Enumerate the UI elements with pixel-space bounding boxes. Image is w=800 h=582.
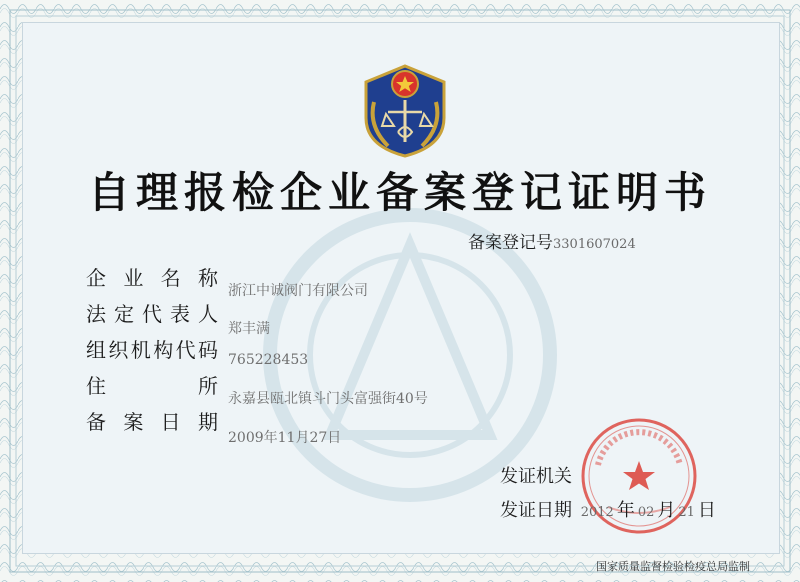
footer-supervisor: 国家质量监督检验检疫总局监制: [596, 560, 750, 573]
field-label-org-code: 组织机构代码: [86, 338, 218, 362]
month-char: 月: [657, 500, 676, 521]
field-value-org-code: 765228453: [228, 352, 309, 368]
field-value-legal-rep: 郑丰满: [228, 321, 270, 337]
issue-date-line: [500, 496, 716, 522]
certificate-title: 自理报检企业备案登记证明书: [87, 168, 712, 217]
field-value-address: 永嘉县瓯北镇斗门头富强街40号: [228, 391, 428, 407]
registration-line: [468, 228, 636, 253]
field-label-address: 住所: [86, 374, 218, 398]
issue-date-label: 发证日期: [500, 500, 572, 521]
issue-year: 2012: [580, 505, 614, 520]
issue-day: 21: [678, 505, 695, 520]
registration-label: 备案登记号: [468, 233, 553, 253]
field-label-filing-date: 备案日期: [86, 410, 218, 434]
issuer-label: 发证机关: [500, 466, 572, 487]
issue-month: 02: [637, 505, 655, 520]
registration-number: 3301607024: [553, 237, 636, 252]
year-char: 年: [616, 500, 635, 521]
field-label-legal-rep: 法定代表人: [86, 302, 218, 326]
field-value-company-name: 浙江中诚阀门有限公司: [228, 283, 368, 299]
ciq-national-emblem-icon: [358, 62, 452, 160]
field-value-filing-date: 2009年11月27日: [228, 430, 342, 446]
field-label-company-name: 企业名称: [86, 266, 218, 290]
day-char: 日: [697, 500, 716, 521]
